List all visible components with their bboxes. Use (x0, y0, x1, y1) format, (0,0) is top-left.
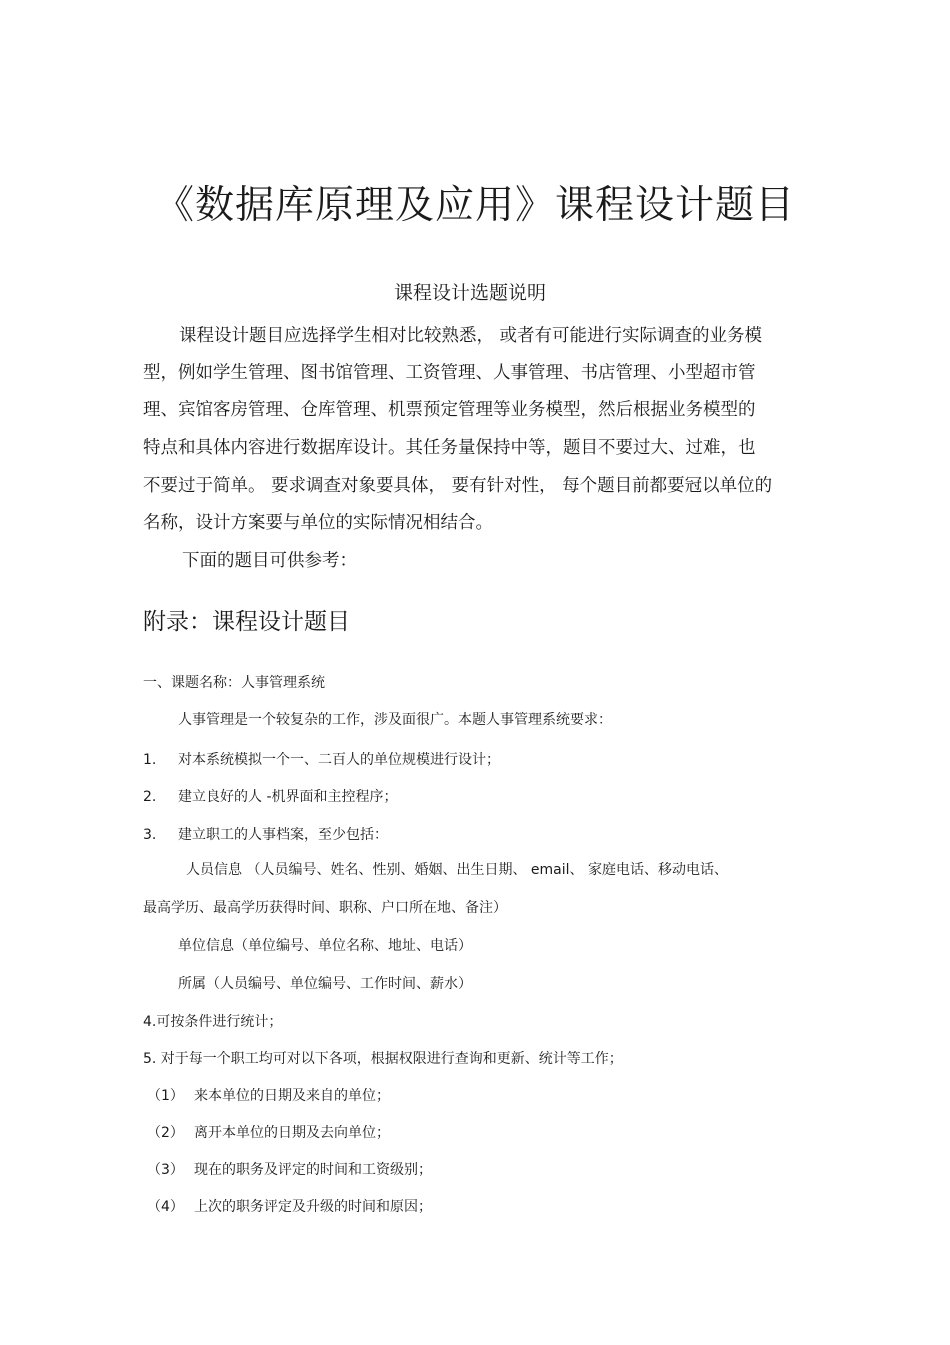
section-subtitle: 课程设计选题说明 (393, 282, 546, 304)
intro-line: 型，例如学生管理、图书馆管理、工资管理、人事管理、书店管理、小型超市管 (143, 363, 756, 383)
intro-line: 不要过于简单。 要求调查对象要具体， 要有针对性， 每个题目前都要冠以单位的 (143, 476, 773, 496)
sub-item: 现在的职务及评定的时间和工资级别； (194, 1162, 432, 1178)
intro-line: 特点和具体内容进行数据库设计。其任务量保持中等，题目不要过大、过难，也 (143, 438, 756, 458)
unit-info-line: 单位信息（单位编号、单位名称、地址、电话） (178, 938, 472, 954)
list-number: 2. (143, 789, 157, 805)
list-number: 3. (143, 827, 157, 843)
sub-item-number: （1） (147, 1088, 184, 1104)
sub-item: 离开本单位的日期及去向单位； (194, 1125, 390, 1141)
topic-heading: 一、课题名称：人事管理系统 (143, 675, 325, 691)
list-item: 建立良好的人 -机界面和主控程序； (178, 789, 398, 805)
list-item: 对本系统模拟一个一、二百人的单位规模进行设计； (178, 752, 500, 768)
list-number: 1. (143, 752, 157, 768)
intro-line: 课程设计题目应选择学生相对比较熟悉， 或者有可能进行实际调查的业务模 (179, 326, 763, 346)
sub-item-number: （2） (147, 1125, 184, 1141)
sub-item-number: （4） (147, 1199, 184, 1215)
sub-item-number: （3） (147, 1162, 184, 1178)
belong-info-line: 所属（人员编号、单位编号、工作时间、薪水） (178, 976, 472, 992)
topic-description: 人事管理是一个较复杂的工作，涉及面很广。本题人事管理系统要求： (178, 712, 612, 728)
intro-reference-line: 下面的题目可供参考： (182, 551, 357, 571)
intro-line: 理、宾馆客房管理、仓库管理、机票预定管理等业务模型，然后根据业务模型的 (143, 400, 756, 420)
intro-line: 名称，设计方案要与单位的实际情况相结合。 (143, 513, 493, 533)
person-info-line: 最高学历、最高学历获得时间、职称、户口所在地、备注） (143, 900, 507, 916)
person-info-line: 人员信息 （人员编号、姓名、性别、婚姻、出生日期、 email、 家庭电话、移动电话、 (186, 862, 728, 878)
list-item: 建立职工的人事档案，至少包括： (178, 827, 388, 843)
appendix-heading: 附录：课程设计题目 (143, 609, 350, 635)
list-item: 5. 对于每一个职工均可对以下各项，根据权限进行查询和更新、统计等工作； (143, 1051, 623, 1067)
document-title: 《数据库原理及应用》课程设计题目 (154, 183, 795, 228)
sub-item: 来本单位的日期及来自的单位； (194, 1088, 390, 1104)
list-item: 4.可按条件进行统计； (143, 1014, 283, 1030)
sub-item: 上次的职务评定及升级的时间和原因； (194, 1199, 432, 1215)
